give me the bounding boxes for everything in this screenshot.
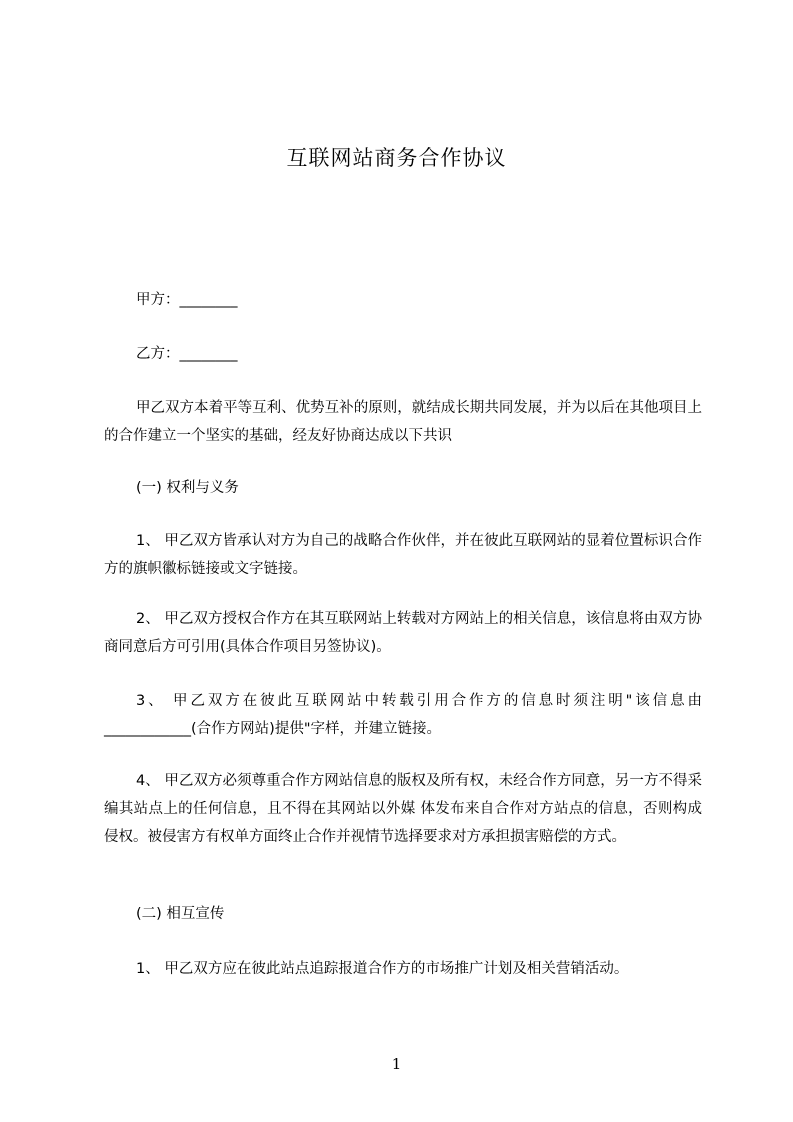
page-number: 1: [391, 1055, 402, 1073]
party-a-line: 甲方：________: [136, 292, 238, 308]
clause-1-2: 2、 甲乙双方授权合作方在其互联网站上转载对方网站上的相关信息，该信息将由双方协商同意后方可引用(具体合作项目另签协议)。: [104, 611, 702, 655]
preamble-paragraph: 甲乙双方本着平等互利、优势互补的原则，就结成长期共同发展，并为以后在其他项目上的合作建立一个坚实的基础，经友好协商达成以下共识: [104, 400, 702, 444]
clause-1-4: 4、 甲乙双方必须尊重合作方网站信息的版权及所有权，未经合作方同意，另一方不得采编其站点上的任何信息，且不得在其网站以外媒 体发布来自合作对方站点的信息，否则构成侵权。被侵害方有权单方面终止合作并视情节选择要求对方承担损害赔偿的方式。: [104, 773, 702, 845]
clause-2-1: 1、 甲乙双方应在彼此站点追踪报道合作方的市场推广计划及相关营销活动。: [136, 961, 629, 977]
document-title: 互联网站商务合作协议: [286, 146, 507, 170]
clause-1-3: 3、 甲乙双方在彼此互联网站中转载引用合作方的信息时须注明"该信息由____________(合作方网站)提供"字样，并建立链接。: [104, 693, 702, 737]
section-heading-rights-obligations: (一) 权利与义务: [136, 480, 239, 496]
section-heading-mutual-promotion: (二) 相互宣传: [136, 906, 225, 922]
clause-1-1: 1、 甲乙双方皆承认对方为自己的战略合作伙伴，并在彼此互联网站的显着位置标识合作方的旗帜徽标链接或文字链接。: [104, 533, 702, 577]
party-b-line: 乙方：________: [136, 346, 238, 362]
